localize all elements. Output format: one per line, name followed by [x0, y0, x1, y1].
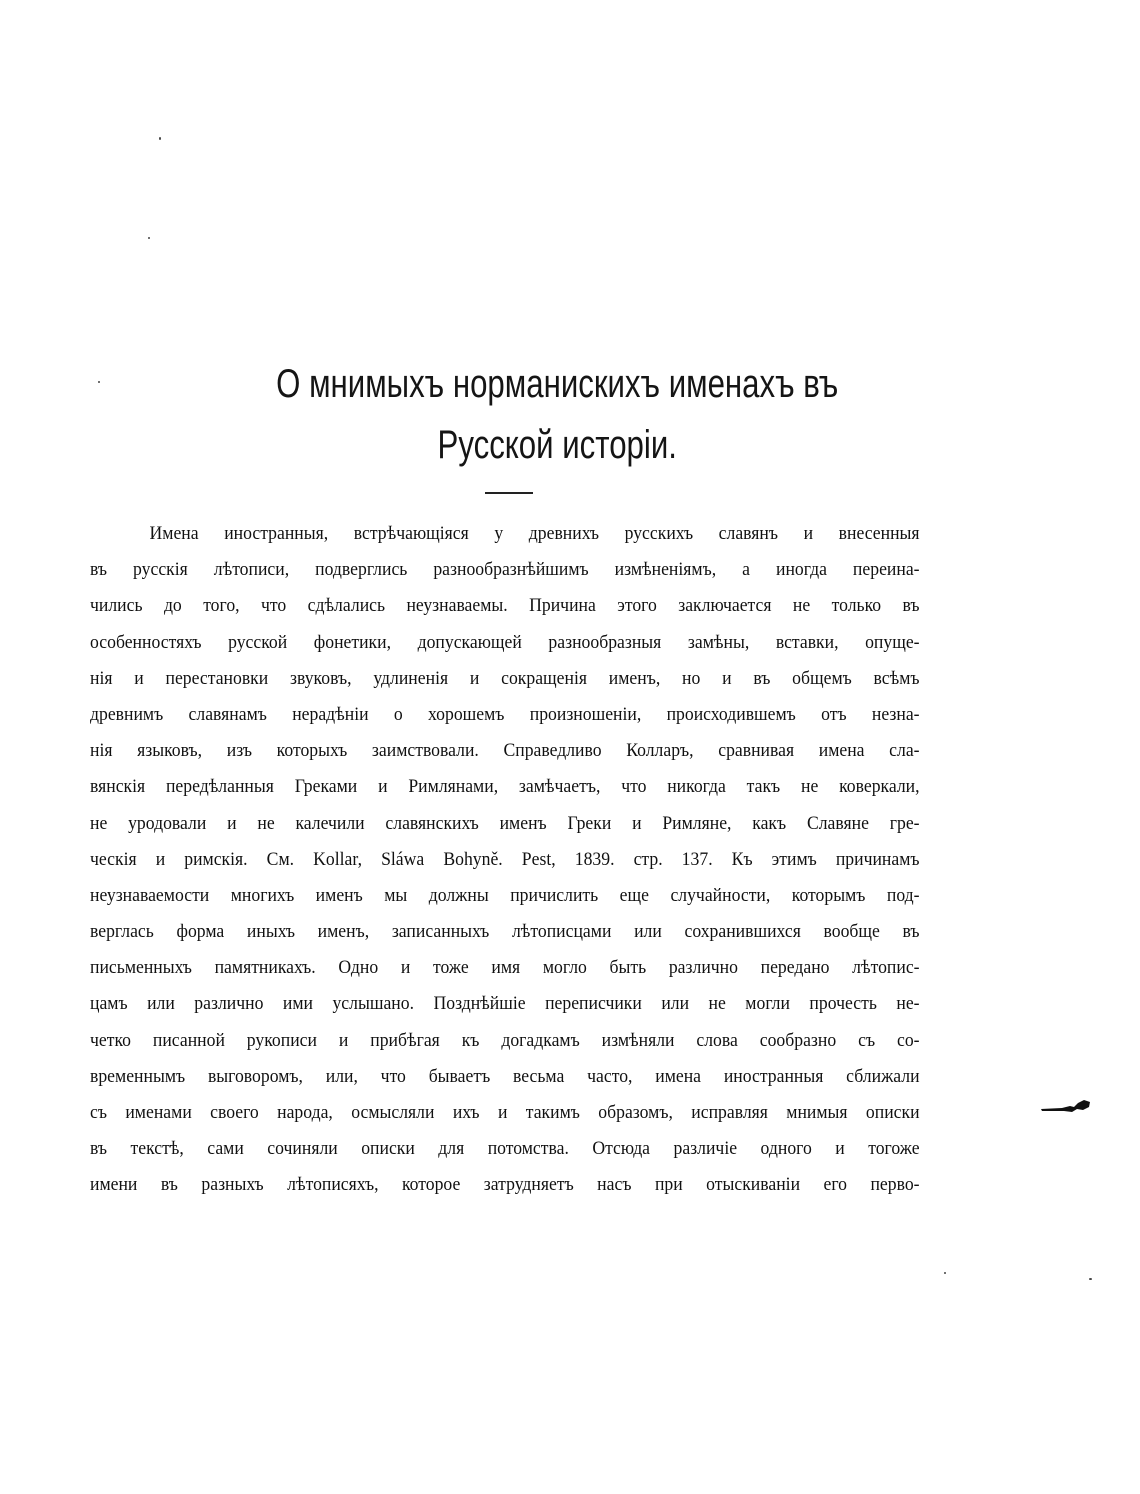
- paragraph-line: въ текстѣ, сами сочиняли описки для потомства. Отсюда различіе одного и тогоже: [90, 1138, 920, 1160]
- paragraph-line: особенностяхъ русской фонетики, допускающей разнообразныя замѣны, вставки, опуще-: [90, 631, 920, 653]
- scan-speck: [159, 137, 161, 140]
- body-paragraph: [90, 516, 920, 1204]
- paragraph-line: нія языковъ, изъ которыхъ заимствовали. Справедливо Колларъ, сравнивая имена сла-: [90, 740, 920, 762]
- title-line-2: Русской исторіи.: [437, 423, 677, 467]
- paragraph-line: нія и перестановки звуковъ, удлиненія и сокращенія именъ, но и въ общемъ всѣмъ: [90, 667, 920, 689]
- paragraph-line: древнимъ славянамъ нерадѣніи о хорошемъ произношеніи, происходившемъ отъ незна-: [90, 703, 920, 725]
- ink-blot-mark: [1040, 1098, 1092, 1116]
- paragraph-line: ческія и римскія. См. Kollar, Sláwa Bohyně. Pest, 1839. стр. 137. Къ этимъ причинамъ: [90, 848, 920, 870]
- paragraph-line: Имена иностранныя, встрѣчающіяся у древнихъ русскихъ славянъ и внесенныя: [149, 523, 920, 544]
- paragraph-line: не уродовали и не калечили славянскихъ именъ Греки и Римляне, какъ Славяне гре-: [90, 812, 920, 834]
- title-line-1: О мнимыхъ норманискихъ именахъ въ: [276, 362, 839, 406]
- paragraph-line: вянскія передѣланныя Греками и Римлянами, замѣчаетъ, что никогда такъ не коверкали,: [90, 776, 920, 798]
- scan-speck: [1089, 1278, 1092, 1280]
- scan-speck: [148, 237, 150, 239]
- paragraph-line: временнымъ выговоромъ, или, что бываетъ весьма часто, имена иностранныя сближали: [90, 1065, 920, 1087]
- paragraph-line: неузнаваемости многихъ именъ мы должны причислить еще случайности, которымъ под-: [90, 884, 920, 906]
- paragraph-line: въ русскія лѣтописи, подверглись разнообразнѣйшимъ измѣненіямъ, а иногда переина-: [90, 559, 920, 581]
- paragraph-line: чились до того, что сдѣлались неузнаваемы. Причина этого заключается не только въ: [90, 595, 920, 617]
- scan-speck: [944, 1272, 946, 1274]
- paragraph-line: четко писанной рукописи и прибѣгая къ догадкамъ измѣняли слова сообразно съ со-: [90, 1029, 920, 1051]
- paragraph-line: имени въ разныхъ лѣтописяхъ, которое затрудняетъ насъ при отыскиваніи его перво-: [90, 1174, 920, 1196]
- paragraph-line: съ именами своего народа, осмысляли ихъ и такимъ образомъ, исправляя мнимыя описки: [90, 1102, 920, 1123]
- paragraph-line: цамъ или различно ими услышано. Позднѣйшіе переписчики или не могли прочесть не-: [90, 993, 920, 1015]
- title-divider: [485, 492, 533, 494]
- paragraph-line: верглась форма иныхъ именъ, записанныхъ лѣтописцами или сохранившихся вообще въ: [90, 921, 920, 943]
- paragraph-line: письменныхъ памятникахъ. Одно и тоже имя могло быть различно передано лѣтопис-: [90, 957, 920, 979]
- scan-speck: [98, 381, 100, 383]
